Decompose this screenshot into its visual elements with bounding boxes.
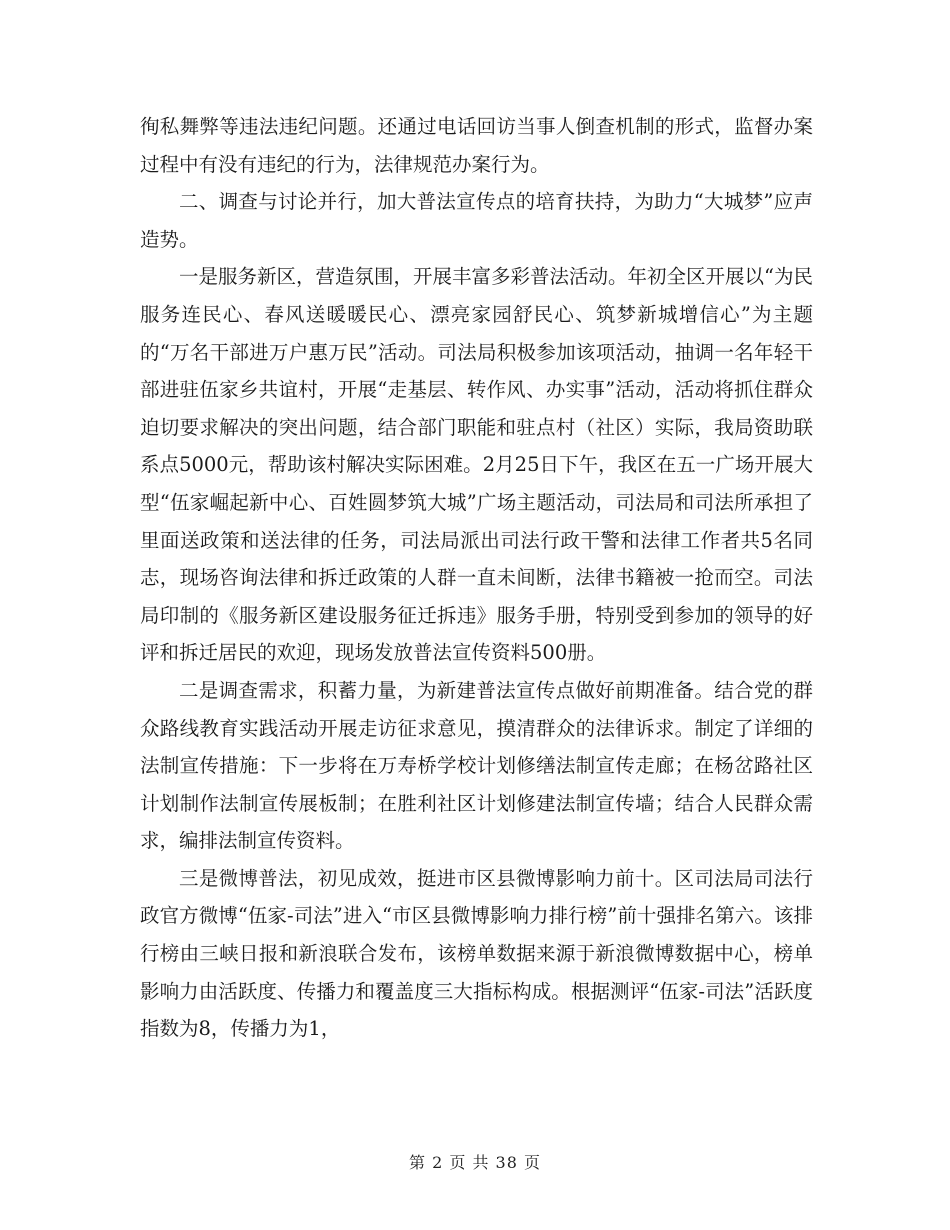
paragraph-4: 二是调查需求，积蓄力量，为新建普法宣传点做好前期准备。结合党的群众路线教育实践活动开展走访征求意见，摸清群众的法律诉求。制定了详细的法制宣传措施：下一步将在万寿桥学校计划修缮法制宣传走廊；在杨岔路社区计划制作法制宣传展板制；在胜利社区计划修建法制宣传墙；结合人民群众需求，编排法制宣传资料。 — [140, 678, 813, 853]
document-body — [140, 108, 813, 1048]
paragraph-1: 徇私舞弊等违法违纪问题。还通过电话回访当事人倒查机制的形式，监督办案过程中有没有违纪的行为，法律规范办案行为。 — [140, 115, 813, 176]
page-number-footer: 第 2 页 共 38 页 — [409, 1153, 541, 1172]
paragraph-5: 三是微博普法，初见成效，挺进市区县微博影响力前十。区司法局司法行政官方微博“伍家-司法”进入“市区县微博影响力排行榜”前十强排名第六。该排行榜由三峡日报和新浪联合发布，该榜单数据来源于新浪微博数据中心，榜单影响力由活跃度、传播力和覆盖度三大指标构成。根据测评“伍家-司法”活跃度指数为8，传播力为1， — [140, 866, 813, 1041]
paragraph-2-heading: 二、调查与讨论并行，加大普法宣传点的培育扶持，为助力“大城梦”应声造势。 — [140, 190, 813, 251]
paragraph-3: 一是服务新区，营造氛围，开展丰富多彩普法活动。年初全区开展以“为民服务连民心、春风送暖暖民心、漂亮家园舒民心、筑梦新城增信心”为主题的“万名干部进万户惠万民”活动。司法局积极参加该项活动，抽调一名年轻干部进驻伍家乡共谊村，开展“走基层、转作风、办实事”活动，活动将抓住群众迫切要求解决的突出问题，结合部门职能和驻点村（社区）实际，我局资助联系点5000元，帮助该村解决实际困难。2月25日下午，我区在五一广场开展大型“伍家崛起新中心、百姓圆梦筑大城”广场主题活动，司法局和司法所承担了里面送政策和送法律的任务，司法局派出司法行政干警和法律工作者共5名同志，现场咨询法律和拆迁政策的人群一直未间断，法律书籍被一抢而空。司法局印制的《服务新区建设服务征迁拆违》服务手册，特别受到参加的领导的好评和拆迁居民的欢迎，现场发放普法宣传资料500册。 — [140, 265, 813, 665]
